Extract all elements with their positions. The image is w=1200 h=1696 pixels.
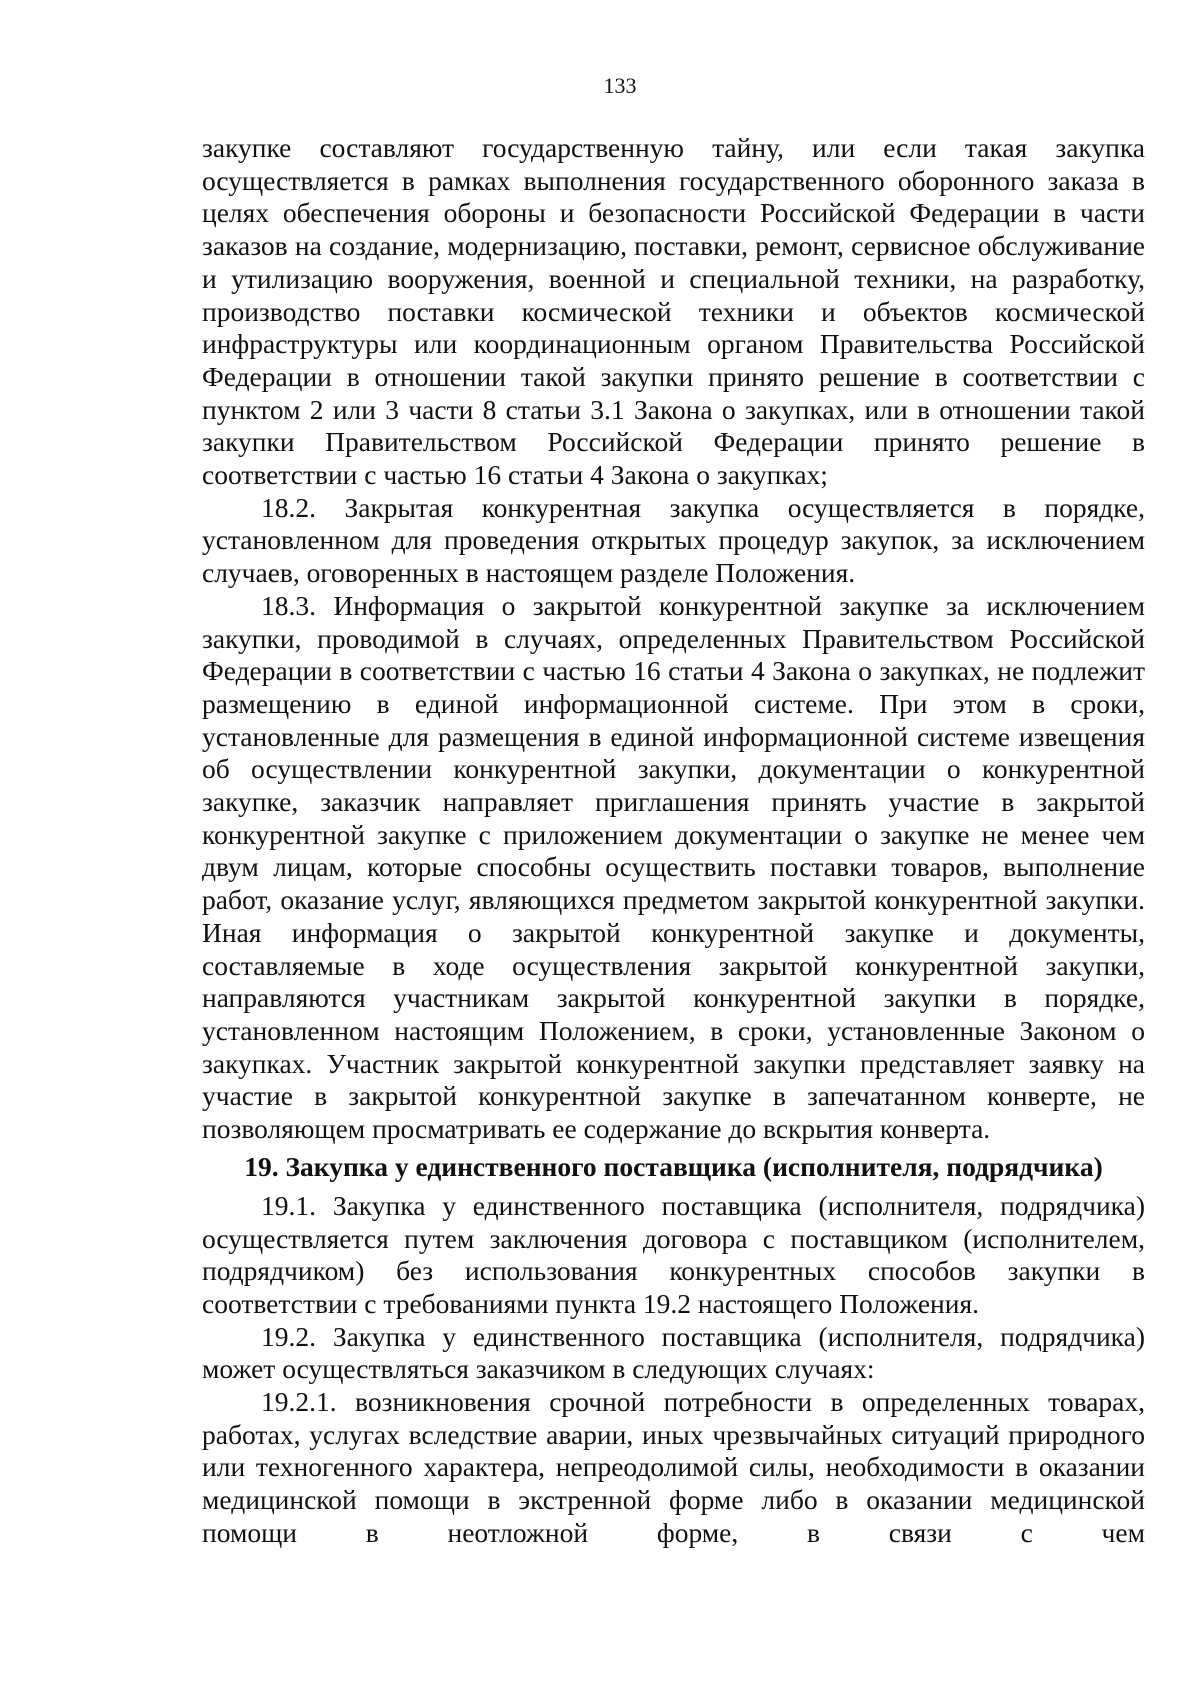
paragraph-continuation: закупке составляют государственную тайну, или если такая закупка осуществляется в рамках выполнения государственного оборонного заказа в целях обеспечения обороны и безопасности Российской Федерации в части заказов на создание, модернизацию, поставки, ремонт, сервисное обслуживание и утилизацию вооружения, военной и специальной техники, на разработку, производство поставки космической техники и объектов космической инфраструктуры или координационным органом Правительства Российской Федерации в отношении такой закупки принято решение в соответствии с пунктом 2 или 3 части 8 статьи 3.1 Закона о закупках, или в отношении такой закупки Правительством Российской Федерации принято решение в соответствии с частью 16 статьи 4 Закона о закупках;	[202, 132, 1145, 491]
paragraph-item-18-2: 18.2. Закрытая конкурентная закупка осуществляется в порядке, установленном для проведения открытых процедур закупок, за исключением случаев, оговоренных в настоящем разделе Положения.	[202, 491, 1145, 589]
paragraph-item-19-2-1: 19.2.1. возникновения срочной потребности в определенных товарах, работах, услугах вследствие аварии, иных чрезвычайных ситуаций природного или техногенного характера, непреодолимой силы, необходимости в оказании медицинской помощи в экстренной форме либо в оказании медицинской помощи в неотложной форме, в связи с чем	[202, 1386, 1145, 1548]
paragraph-item-19-1: 19.1. Закупка у единственного поставщика (исполнителя, подрядчика) осуществляется путем заключения договора с поставщиком (исполнителем, подрядчиком) без использования конкурентных способов закупки в соответствии с требованиями пункта 19.2 настоящего Положения.	[202, 1189, 1145, 1319]
paragraph-item-18-3: 18.3. Информация о закрытой конкурентной закупке за исключением закупки, проводимой в случаях, определенных Правительством Российской Федерации в соответствии с частью 16 статьи 4 Закона о закупках, не подлежит размещению в единой информационной системе. При этом в сроки, установленные для размещения в единой информационной системе извещения об осуществлении конкурентной закупки, документации о конкурентной закупке, заказчик направляет приглашения принять участие в закрытой конкурентной закупке с приложением документации о закупке не менее чем двум лицам, которые способны осуществить поставки товаров, выполнение работ, оказание услуг, являющихся предметом закрытой конкурентной закупки. Иная информация о закрытой конкурентной закупке и документы, составляемые в ходе осуществления закрытой конкурентной закупки, направляются участникам закрытой конкурентной закупки в порядке, установленном настоящим Положением, в сроки, установленные Законом о закупках. Участник закрытой конкурентной закупки представляет заявку на участие в закрытой конкурентной закупке в запечатанном конверте, не позволяющем просматривать ее содержание до вскрытия конверта.	[202, 589, 1145, 1145]
paragraph-item-19-2: 19.2. Закупка у единственного поставщика (исполнителя, подрядчика) может осуществляться заказчиком в следующих случаях:	[202, 1320, 1145, 1385]
document-body	[202, 132, 1145, 1550]
page-number: 133	[603, 73, 637, 98]
section-heading-19: 19. Закупка у единственного поставщика (исполнителя, подрядчика)	[244, 1150, 1103, 1182]
